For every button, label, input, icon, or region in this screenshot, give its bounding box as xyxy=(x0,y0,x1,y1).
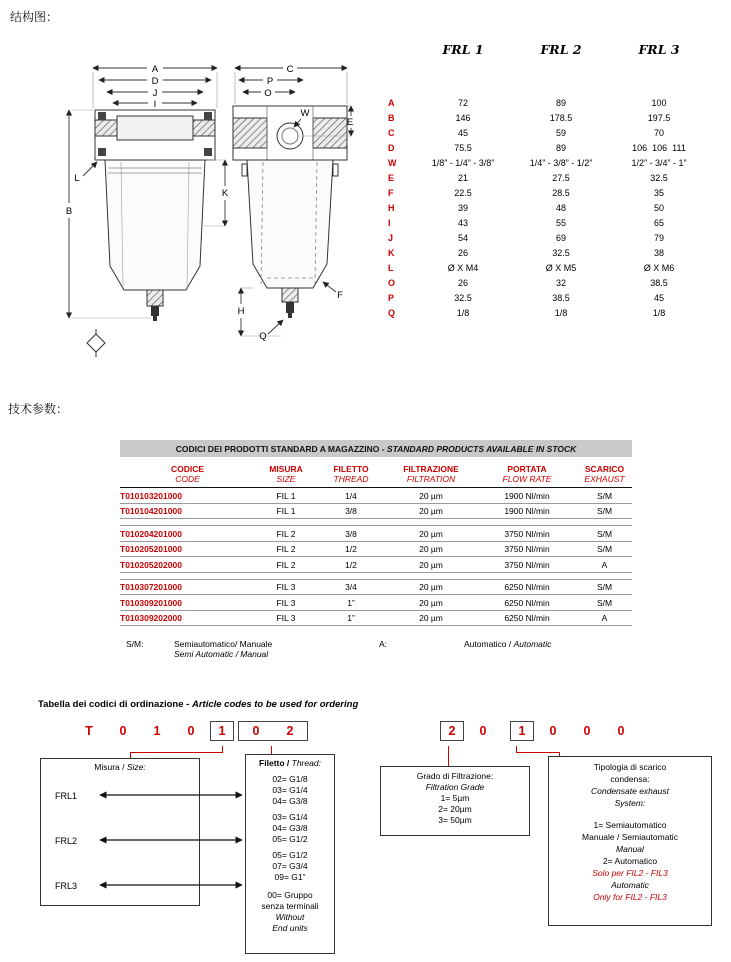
products-section xyxy=(120,440,632,659)
dim-value-frl3: 38.5 xyxy=(650,277,668,288)
size-selector-box xyxy=(40,758,200,906)
thread-box-title xyxy=(246,758,334,769)
filter-bowl xyxy=(105,160,205,290)
code-char-4: 0 xyxy=(187,724,195,738)
exhaust-option-2-restriction-en: Only for FIL2 - FIL3 xyxy=(593,892,667,902)
product-filtration: 20 µm xyxy=(385,557,477,573)
thread-title-english: Thread: xyxy=(291,758,321,768)
dim-value-frl3: 45 xyxy=(653,292,664,303)
dim-value-frl1: 39 xyxy=(457,202,468,213)
dim-value-frl3: 70 xyxy=(653,127,664,138)
dim-row-label: O xyxy=(388,277,396,288)
product-row xyxy=(120,503,632,519)
code-char-filtration: 2 xyxy=(448,724,456,738)
thread-option: 02= G1/8 xyxy=(272,774,308,784)
dim-row xyxy=(388,305,708,320)
dim-row xyxy=(388,200,708,215)
thread-options-frl3 xyxy=(246,850,334,883)
dim-row-label: K xyxy=(388,247,395,258)
dim-row xyxy=(388,185,708,200)
thread-title-italian: Filetto / xyxy=(259,758,292,768)
dim-row xyxy=(388,215,708,230)
dim-row-label: I xyxy=(388,217,391,228)
thread-option: 05= G1/2 xyxy=(272,850,308,860)
size-box-title xyxy=(41,759,199,772)
filtration-option: 1= 5µm xyxy=(440,793,470,803)
ordering-title-italian: Tabella dei codici di ordinazione - xyxy=(38,699,192,710)
product-code: T010307201000 xyxy=(120,579,255,595)
product-filtration: 20 µm xyxy=(385,579,477,595)
code-char-12: 0 xyxy=(583,724,591,738)
col-header-english: CODE xyxy=(175,474,200,484)
technical-drawing xyxy=(55,48,355,368)
product-size: FIL 2 xyxy=(255,557,317,573)
product-code: T010104201000 xyxy=(120,503,255,519)
dim-label-p: P xyxy=(266,76,274,87)
code-char-9: 0 xyxy=(479,724,487,738)
dim-row-label: H xyxy=(388,202,395,213)
product-exhaust: A xyxy=(577,610,632,626)
dimension-table xyxy=(388,42,708,320)
product-flowrate: 3750 Nl/min xyxy=(477,526,577,542)
product-size: FIL 3 xyxy=(255,610,317,626)
product-row xyxy=(120,595,632,611)
product-code: T010205201000 xyxy=(120,541,255,557)
legend-a-value xyxy=(464,639,551,649)
products-col-header xyxy=(317,464,385,488)
filtration-title-italian: Grado di Filtrazione: xyxy=(416,771,494,781)
dim-col-frl3: FRL 3 xyxy=(638,42,680,57)
dim-o xyxy=(243,88,295,99)
dim-i xyxy=(113,99,197,110)
dim-row-label: W xyxy=(388,157,397,168)
product-exhaust: S/M xyxy=(577,595,632,611)
col-header-italian: FILETTO xyxy=(333,464,369,474)
dim-value-frl3: 106 106 111 xyxy=(632,142,686,153)
product-thread: 3/4 xyxy=(317,579,385,595)
dim-value-frl2: 27.5 xyxy=(552,172,570,183)
products-group-fil3 xyxy=(120,579,632,626)
dim-h xyxy=(238,288,281,336)
code-char-exhaust: 1 xyxy=(518,724,526,738)
legend-sm-value xyxy=(174,639,379,659)
filtration-grade-box xyxy=(380,766,530,836)
code-char-thread-1: 0 xyxy=(252,724,260,738)
legend-a-english: Automatic xyxy=(513,639,552,649)
port-opening xyxy=(277,123,303,149)
exhaust-legend xyxy=(120,639,632,659)
dim-label-e: E xyxy=(346,117,354,128)
dim-f xyxy=(323,282,343,301)
section-symbol-icon xyxy=(87,329,105,357)
dim-value-frl1: 75.5 xyxy=(454,142,472,153)
code-char-11: 0 xyxy=(549,724,557,738)
dim-row xyxy=(388,170,708,185)
dim-row xyxy=(388,260,708,275)
dim-row-label: J xyxy=(388,232,394,243)
code-char-thread-2: 2 xyxy=(286,724,294,738)
connector-filtration xyxy=(448,746,449,766)
product-thread: 3/8 xyxy=(317,526,385,542)
col-header-italian: MISURA xyxy=(269,464,303,474)
products-col-header xyxy=(577,464,632,488)
product-flowrate: 6250 Nl/min xyxy=(477,610,577,626)
product-exhaust: S/M xyxy=(577,579,632,595)
dim-value-frl2: 178.5 xyxy=(549,112,573,123)
products-table xyxy=(120,464,632,626)
dim-value-frl2: 1/4” - 3/8” - 1/2” xyxy=(529,157,593,168)
bowl-latch xyxy=(242,164,247,176)
dim-row xyxy=(388,95,708,110)
dim-label-k: K xyxy=(221,188,229,199)
legend-a-key: A: xyxy=(379,639,388,649)
code-char-1: T xyxy=(85,724,93,738)
col-header-english: FLOW RATE xyxy=(502,474,552,484)
product-filtration: 20 µm xyxy=(385,526,477,542)
exhaust-title-line4: System: xyxy=(614,798,646,808)
dim-value-frl1: 26 xyxy=(457,247,468,258)
code-box-exhaust xyxy=(510,721,534,741)
dim-value-frl3: 79 xyxy=(653,232,664,243)
product-size: FIL 1 xyxy=(255,488,317,504)
col-header-italian: SCARICO xyxy=(584,464,625,474)
connector-exhaust-h xyxy=(516,752,560,753)
product-thread: 1” xyxy=(317,595,385,611)
dim-row xyxy=(388,245,708,260)
code-box-filtration xyxy=(440,721,464,741)
dim-row xyxy=(388,125,708,140)
ordering-code xyxy=(72,721,638,741)
product-filtration: 20 µm xyxy=(385,488,477,504)
section-params-label: 技术参数： xyxy=(8,402,69,416)
product-filtration: 20 µm xyxy=(385,503,477,519)
filter-front-view xyxy=(66,64,229,357)
col-header-english: THREAD xyxy=(333,474,369,484)
dim-value-frl2: 89 xyxy=(555,142,566,153)
dim-d xyxy=(99,76,211,87)
thread-options-frl2 xyxy=(246,812,334,845)
exhaust-title-line3: Condensate exhaust xyxy=(591,786,669,796)
dim-j xyxy=(107,88,203,99)
product-thread: 1” xyxy=(317,610,385,626)
product-code: T010309202000 xyxy=(120,610,255,626)
drain-valve-side xyxy=(282,288,298,318)
code-char-13: 0 xyxy=(617,724,625,738)
bowl-side xyxy=(242,160,338,288)
dim-row-label: E xyxy=(388,172,395,183)
dim-value-frl2: 38.5 xyxy=(552,292,570,303)
code-char-size: 1 xyxy=(218,724,226,738)
dim-value-frl3: 1/8 xyxy=(652,307,666,318)
dim-row-label: A xyxy=(388,97,395,108)
dim-value-frl2: 28.5 xyxy=(552,187,570,198)
product-exhaust: A xyxy=(577,557,632,573)
dim-value-frl3: 65 xyxy=(653,217,664,228)
legend-a-italian: Automatico / xyxy=(464,639,514,649)
product-exhaust: S/M xyxy=(577,503,632,519)
dim-value-frl2: 32 xyxy=(555,277,566,288)
thread-options-frl1 xyxy=(246,774,334,807)
product-size: FIL 2 xyxy=(255,526,317,542)
legend-sm-english: Semi Automatic / Manual xyxy=(174,649,269,659)
dim-value-frl1: 22.5 xyxy=(454,187,472,198)
dim-col-frl1: FRL 1 xyxy=(442,42,484,57)
dim-value-frl2: 69 xyxy=(555,232,566,243)
product-code: T010309201000 xyxy=(120,595,255,611)
dim-p xyxy=(239,76,303,87)
dim-value-frl3: 38 xyxy=(653,247,664,258)
bolt-icon xyxy=(98,148,106,156)
dim-row xyxy=(388,290,708,305)
dim-value-frl1: 54 xyxy=(457,232,468,243)
thread-note-line3: Without xyxy=(275,912,305,922)
code-char-2: 0 xyxy=(119,724,127,738)
thread-option: 04= G3/8 xyxy=(272,796,308,806)
col-header-italian: CODICE xyxy=(170,464,205,474)
connector-size-h xyxy=(130,752,223,753)
exhaust-option-2-restriction-it: Solo per FIL2 - FIL3 xyxy=(592,868,668,878)
spacer xyxy=(549,809,711,819)
bolt-icon xyxy=(204,148,212,156)
legend-sm-italian: Semiautomatico/ Manuale xyxy=(174,639,273,649)
dim-label-o: O xyxy=(264,88,272,99)
products-title-english: STANDARD PRODUCTS AVAILABLE IN STOCK xyxy=(386,444,577,454)
dim-row xyxy=(388,230,708,245)
thread-option: 03= G1/4 xyxy=(272,812,308,822)
filtration-option: 2= 20µm xyxy=(438,804,472,814)
ordering-section-title xyxy=(38,699,358,710)
dim-label-j: J xyxy=(152,88,158,99)
dim-value-frl3: 197.5 xyxy=(647,112,671,123)
size-title-english: Size: xyxy=(126,762,146,772)
exhaust-option-1-english: Manual xyxy=(616,844,644,854)
thread-option: 05= G1/2 xyxy=(272,834,308,844)
products-col-header xyxy=(120,464,255,488)
code-char-3: 1 xyxy=(153,724,161,738)
dim-label-f: F xyxy=(337,290,343,301)
dim-value-frl1: 21 xyxy=(457,172,468,183)
legend-sm-key: S/M: xyxy=(126,639,144,649)
dim-label-b: B xyxy=(65,206,73,217)
product-thread: 3/8 xyxy=(317,503,385,519)
dim-row-label: D xyxy=(388,142,395,153)
dim-value-frl1: 1/8 xyxy=(456,307,470,318)
dim-label-h: H xyxy=(237,306,245,317)
filtration-title-english: Filtration Grade xyxy=(425,782,485,792)
exhaust-option-1-desc: Manuale / Semiautomatic xyxy=(582,832,678,842)
dim-col-frl2: FRL 2 xyxy=(540,42,582,57)
thread-option: 07= G3/4 xyxy=(272,861,308,871)
filter-side-view xyxy=(233,64,353,342)
dimension-table-body xyxy=(388,95,708,320)
product-size: FIL 3 xyxy=(255,579,317,595)
dimension-table-header xyxy=(388,42,708,95)
dim-value-frl1: 26 xyxy=(457,277,468,288)
filtration-options xyxy=(381,793,529,826)
product-size: FIL 2 xyxy=(255,541,317,557)
exhaust-option-2: 2= Automatico xyxy=(602,856,658,866)
products-col-header xyxy=(477,464,577,488)
drain-valve xyxy=(147,290,163,321)
dim-row xyxy=(388,275,708,290)
dim-value-frl2: 48 xyxy=(555,202,566,213)
product-row xyxy=(120,557,632,573)
thread-note-line2: senza terminali xyxy=(261,901,319,911)
dim-value-frl2: 59 xyxy=(555,127,566,138)
connector-thread xyxy=(271,746,272,754)
dim-value-frl2: 55 xyxy=(555,217,566,228)
dim-label-l: L xyxy=(74,173,80,184)
exhaust-option-1: 1= Semiautomatico xyxy=(593,820,667,830)
dim-row xyxy=(388,140,708,155)
thread-option: 04= G3/8 xyxy=(272,823,308,833)
products-group-fil1 xyxy=(120,488,632,519)
bolt-icon xyxy=(204,112,212,120)
dim-row-label: B xyxy=(388,112,395,123)
product-row xyxy=(120,610,632,626)
dim-row xyxy=(388,110,708,125)
dim-value-frl3: Ø X M6 xyxy=(643,262,675,273)
dim-value-frl1: Ø X M4 xyxy=(447,262,479,273)
code-box-size xyxy=(210,721,234,741)
col-header-english: SIZE xyxy=(276,474,296,484)
col-header-english: FILTRATION xyxy=(406,474,456,484)
filtration-option: 3= 50µm xyxy=(438,815,472,825)
dim-row-label: L xyxy=(388,262,394,273)
product-thread: 1/2 xyxy=(317,541,385,557)
dim-value-frl1: 72 xyxy=(457,97,468,108)
dim-row-label: F xyxy=(388,187,394,198)
thread-selector-box xyxy=(245,754,335,954)
product-flowrate: 3750 Nl/min xyxy=(477,541,577,557)
product-filtration: 20 µm xyxy=(385,541,477,557)
dim-row-label: Q xyxy=(388,307,396,318)
dim-c xyxy=(235,64,347,104)
dim-row xyxy=(388,155,708,170)
dim-value-frl2: 32.5 xyxy=(552,247,570,258)
product-row xyxy=(120,526,632,542)
dim-value-frl2: 1/8 xyxy=(554,307,568,318)
dim-value-frl1: 146 xyxy=(455,112,471,123)
thread-option: 03= G1/4 xyxy=(272,785,308,795)
dim-value-frl3: 1/2” - 3/4” - 1” xyxy=(631,157,687,168)
size-item-frl3: FRL3 xyxy=(55,881,78,891)
dim-label-d: D xyxy=(151,76,159,87)
group-spacer xyxy=(120,572,632,579)
products-group-fil2 xyxy=(120,526,632,573)
dim-label-c: C xyxy=(286,64,294,75)
size-title-italian: Misura / xyxy=(94,762,127,772)
product-exhaust: S/M xyxy=(577,526,632,542)
head-side xyxy=(233,106,347,160)
dim-row-label: P xyxy=(388,292,395,303)
exhaust-title-line2: condensa: xyxy=(610,774,650,784)
dim-label-a: A xyxy=(151,64,159,75)
size-item-frl2: FRL2 xyxy=(55,836,78,846)
product-exhaust: S/M xyxy=(577,541,632,557)
products-header-row xyxy=(120,464,632,488)
product-filtration: 20 µm xyxy=(385,610,477,626)
product-code: T010204201000 xyxy=(120,526,255,542)
exhaust-title-line1: Tipologia di scarico xyxy=(593,762,667,772)
dim-value-frl2: Ø X M5 xyxy=(545,262,577,273)
dim-value-frl1: 1/8” - 1/4” - 3/8” xyxy=(431,157,495,168)
bowl-latch xyxy=(333,164,338,176)
dim-value-frl1: 43 xyxy=(457,217,468,228)
col-header-english: EXHAUST xyxy=(584,474,625,484)
product-thread: 1/4 xyxy=(317,488,385,504)
dim-row-label: C xyxy=(388,127,395,138)
dim-value-frl3: 35 xyxy=(653,187,664,198)
dim-value-frl2: 89 xyxy=(555,97,566,108)
exhaust-option-2-english: Automatic xyxy=(611,880,649,890)
group-spacer xyxy=(120,519,632,526)
size-item-frl1: FRL1 xyxy=(55,791,78,801)
dim-value-frl1: 32.5 xyxy=(454,292,472,303)
product-row xyxy=(120,579,632,595)
dim-value-frl3: 50 xyxy=(653,202,664,213)
exhaust-type-box xyxy=(548,756,712,926)
dim-value-frl1: 45 xyxy=(457,127,468,138)
dim-label-w: W xyxy=(300,108,310,119)
thread-option: 09= G1” xyxy=(274,872,306,882)
dim-value-frl3: 100 xyxy=(651,97,667,108)
bolt-icon xyxy=(98,112,106,120)
dim-label-q: Q xyxy=(259,331,267,342)
section-structure-label: 结构图： xyxy=(10,10,59,24)
dim-label-i: I xyxy=(153,99,157,110)
product-flowrate: 6250 Nl/min xyxy=(477,595,577,611)
product-flowrate: 6250 Nl/min xyxy=(477,579,577,595)
products-title-italian: CODICI DEI PRODOTTI STANDARD A MAGAZZINO - xyxy=(175,444,387,454)
product-size: FIL 1 xyxy=(255,503,317,519)
product-filtration: 20 µm xyxy=(385,595,477,611)
product-size: FIL 3 xyxy=(255,595,317,611)
product-exhaust: S/M xyxy=(577,488,632,504)
filter-head xyxy=(95,110,215,160)
product-row xyxy=(120,541,632,557)
dim-value-frl3: 32.5 xyxy=(650,172,668,183)
thread-note-line4: End units xyxy=(272,923,308,933)
thread-note-line1: 00= Gruppo xyxy=(267,890,313,900)
product-flowrate: 1900 Nl/min xyxy=(477,503,577,519)
products-col-header xyxy=(385,464,477,488)
col-header-italian: PORTATA xyxy=(507,464,547,474)
dim-l xyxy=(74,162,97,184)
dim-k xyxy=(203,160,229,226)
product-thread: 1/2 xyxy=(317,557,385,573)
products-table-title xyxy=(120,440,632,457)
thread-note xyxy=(246,890,334,934)
product-row xyxy=(120,488,632,504)
dim-q xyxy=(259,320,283,342)
ordering-title-english: Article codes to be used for ordering xyxy=(191,699,359,710)
product-flowrate: 1900 Nl/min xyxy=(477,488,577,504)
code-box-thread xyxy=(238,721,308,741)
product-code: T010103201000 xyxy=(120,488,255,504)
product-flowrate: 3750 Nl/min xyxy=(477,557,577,573)
col-header-italian: FILTRAZIONE xyxy=(403,464,459,474)
products-col-header xyxy=(255,464,317,488)
product-code: T010205202000 xyxy=(120,557,255,573)
